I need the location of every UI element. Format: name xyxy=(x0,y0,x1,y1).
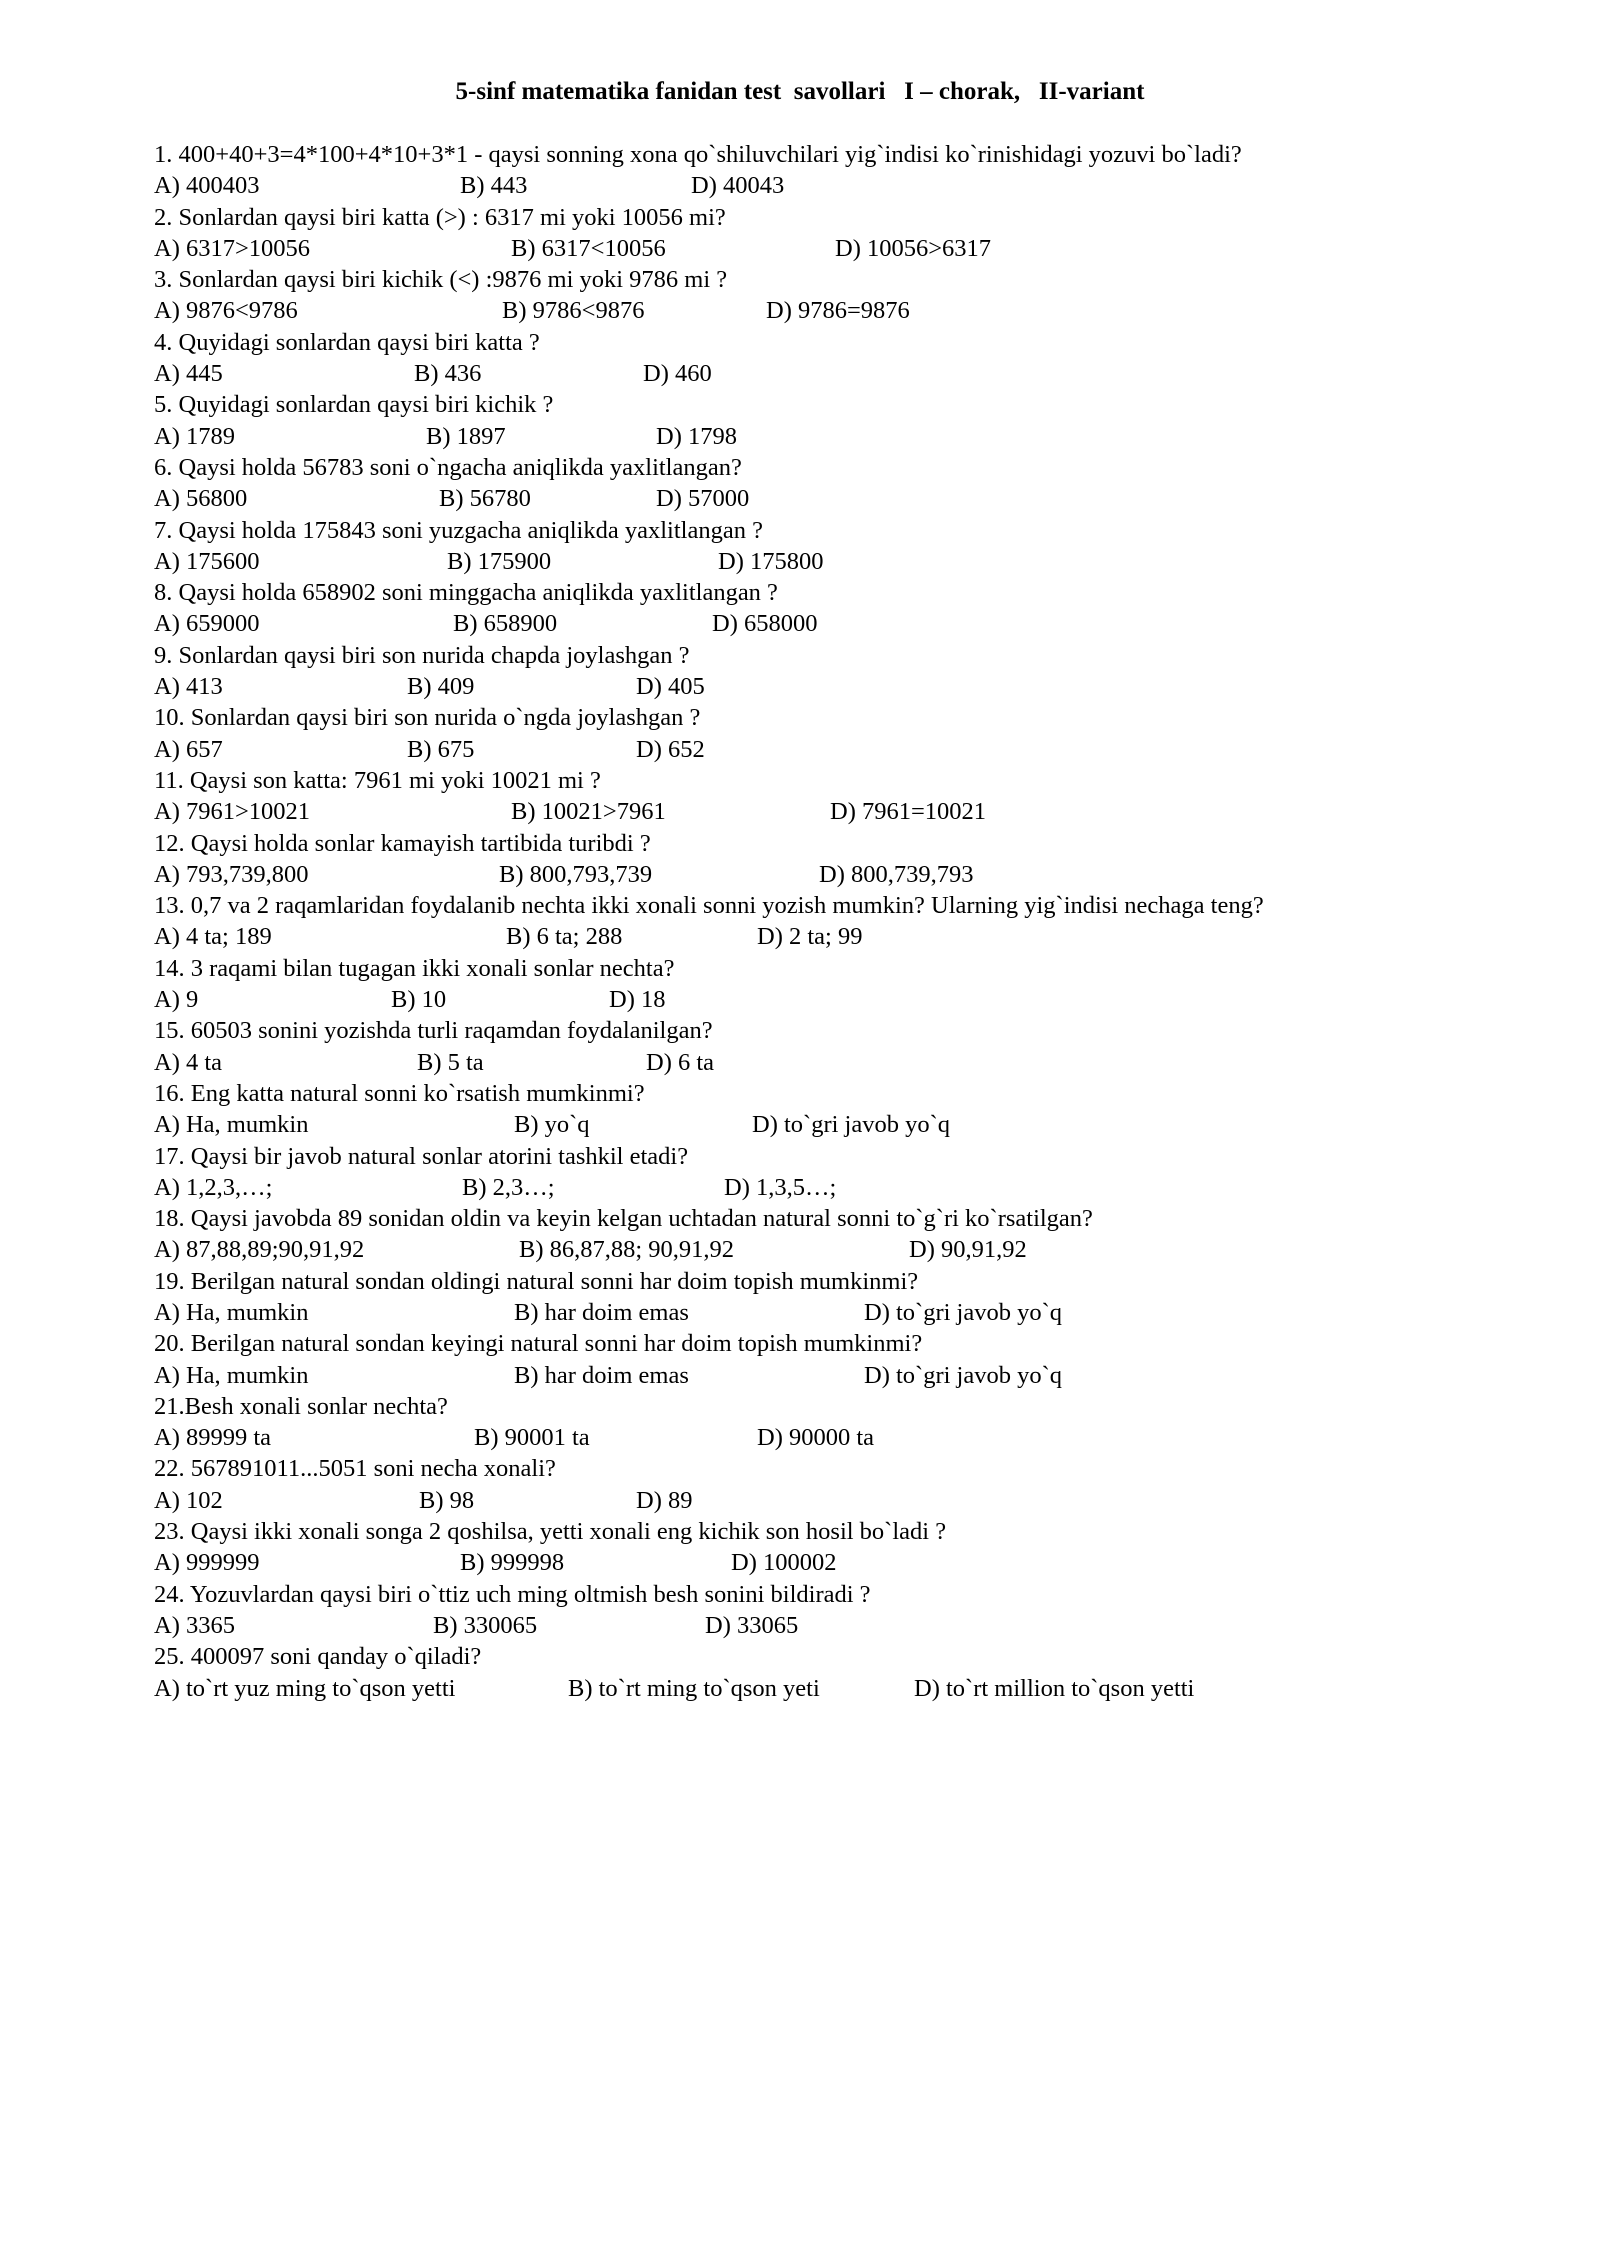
option-d: D) 57000 xyxy=(656,485,750,513)
option-b: B) 6317<10056 xyxy=(511,234,666,262)
option-b: B) 800,793,739 xyxy=(499,860,653,888)
question-item xyxy=(154,202,1574,265)
question-text: 14. 3 raqami bilan tugagan ikki xonali sonlar nechta? xyxy=(154,954,675,982)
option-d: D) 175800 xyxy=(718,547,824,575)
question-text: 8. Qaysi holda 658902 soni minggacha aniqlikda yaxlitlangan ? xyxy=(154,579,778,607)
option-a: A) 6317>10056 xyxy=(154,234,311,262)
option-b: B) 10 xyxy=(391,986,447,1014)
option-d: D) 405 xyxy=(636,673,705,701)
option-a: A) 7961>10021 xyxy=(154,798,311,826)
answer-options xyxy=(154,170,1574,201)
question-text: 2. Sonlardan qaysi biri katta (>) : 6317 mi yoki 10056 mi? xyxy=(154,203,726,231)
option-b: B) 98 xyxy=(419,1486,475,1514)
question-item xyxy=(154,577,1574,640)
question-item xyxy=(154,765,1574,828)
answer-options xyxy=(154,859,1574,890)
option-b: B) 999998 xyxy=(460,1549,565,1577)
question-text: 6. Qaysi holda 56783 soni o`ngacha aniqlikda yaxlitlangan? xyxy=(154,453,742,481)
question-list xyxy=(154,139,1574,1704)
option-b: B) 9786<9876 xyxy=(502,297,645,325)
option-d: D) 800,739,793 xyxy=(819,860,974,888)
question-text: 19. Berilgan natural sondan oldingi natural sonni har doim topish mumkinmi? xyxy=(154,1267,919,1295)
question-item xyxy=(154,1328,1574,1391)
option-d: D) 89 xyxy=(636,1486,693,1514)
question-item xyxy=(154,1141,1574,1204)
question-text: 15. 60503 sonini yozishda turli raqamdan foydalanilgan? xyxy=(154,1017,713,1045)
answer-options xyxy=(154,796,1574,827)
option-a: A) 1,2,3,…; xyxy=(154,1173,273,1201)
option-b: B) har doim emas xyxy=(514,1361,689,1389)
option-b: B) 436 xyxy=(414,360,482,388)
question-text: 12. Qaysi holda sonlar kamayish tartibida turibdi ? xyxy=(154,829,651,857)
option-b: B) 2,3…; xyxy=(462,1173,555,1201)
answer-options xyxy=(154,546,1574,577)
answer-options xyxy=(154,984,1574,1015)
answer-options xyxy=(154,1172,1574,1203)
question-item xyxy=(154,1453,1574,1516)
question-text: 9. Sonlardan qaysi biri son nurida chapda joylashgan ? xyxy=(154,641,690,669)
option-a: A) 659000 xyxy=(154,610,260,638)
question-text: 5. Quyidagi sonlardan qaysi biri kichik ? xyxy=(154,391,554,419)
option-a: A) 445 xyxy=(154,360,223,388)
answer-options xyxy=(154,1234,1574,1265)
option-a: A) 9 xyxy=(154,986,199,1014)
answer-options xyxy=(154,671,1574,702)
question-item xyxy=(154,1516,1574,1579)
option-d: D) 90,91,92 xyxy=(909,1236,1027,1264)
question-item xyxy=(154,327,1574,390)
answer-options xyxy=(154,421,1574,452)
option-b: B) 175900 xyxy=(447,547,552,575)
option-a: A) 999999 xyxy=(154,1549,260,1577)
option-a: A) to`rt yuz ming to`qson yetti xyxy=(154,1674,456,1702)
option-d: D) 6 ta xyxy=(646,1048,715,1076)
answer-options xyxy=(154,1422,1574,1453)
option-a: A) 87,88,89;90,91,92 xyxy=(154,1236,365,1264)
answer-options xyxy=(154,1109,1574,1140)
question-item xyxy=(154,139,1574,202)
option-b: B) 90001 ta xyxy=(474,1424,590,1452)
option-d: D) 40043 xyxy=(691,172,785,200)
question-text: 11. Qaysi son katta: 7961 mi yoki 10021 mi ? xyxy=(154,766,601,794)
option-a: A) 657 xyxy=(154,735,223,763)
option-a: A) 413 xyxy=(154,673,223,701)
option-b: B) 675 xyxy=(407,735,475,763)
question-item xyxy=(154,264,1574,327)
answer-options xyxy=(154,734,1574,765)
answer-options xyxy=(154,608,1574,639)
answer-options xyxy=(154,1673,1574,1704)
question-item xyxy=(154,515,1574,578)
option-a: A) 3365 xyxy=(154,1611,235,1639)
option-a: A) 793,739,800 xyxy=(154,860,309,888)
question-item xyxy=(154,953,1574,1016)
option-b: B) 409 xyxy=(407,673,475,701)
question-text: 20. Berilgan natural sondan keyingi natural sonni har doim topish mumkinmi? xyxy=(154,1330,923,1358)
question-text: 25. 400097 soni qanday o`qiladi? xyxy=(154,1643,482,1671)
answer-options xyxy=(154,483,1574,514)
question-text: 7. Qaysi holda 175843 soni yuzgacha aniqlikda yaxlitlangan ? xyxy=(154,516,763,544)
question-item xyxy=(154,452,1574,515)
option-d: D) 460 xyxy=(643,360,712,388)
answer-options xyxy=(154,1485,1574,1516)
question-item xyxy=(154,1203,1574,1266)
option-d: D) 652 xyxy=(636,735,705,763)
question-text: 18. Qaysi javobda 89 sonidan oldin va keyin kelgan uchtadan natural sonni to`g`ri ko`rsatilgan? xyxy=(154,1205,1093,1233)
option-d: D) 100002 xyxy=(731,1549,837,1577)
option-a: A) 56800 xyxy=(154,485,248,513)
question-text: 3. Sonlardan qaysi biri kichik (<) :9876 mi yoki 9786 mi ? xyxy=(154,266,728,294)
question-item xyxy=(154,389,1574,452)
option-b: B) to`rt ming to`qson yeti xyxy=(568,1674,820,1702)
option-a: A) 4 ta; 189 xyxy=(154,923,272,951)
answer-options xyxy=(154,295,1574,326)
question-text: 10. Sonlardan qaysi biri son nurida o`ngda joylashgan ? xyxy=(154,704,701,732)
answer-options xyxy=(154,1297,1574,1328)
answer-options xyxy=(154,1047,1574,1078)
answer-options xyxy=(154,921,1574,952)
option-d: D) to`rt million to`qson yetti xyxy=(914,1674,1195,1702)
question-text: 17. Qaysi bir javob natural sonlar atorini tashkil etadi? xyxy=(154,1142,689,1170)
answer-options xyxy=(154,1610,1574,1641)
question-item xyxy=(154,640,1574,703)
answer-options xyxy=(154,358,1574,389)
option-d: D) to`gri javob yo`q xyxy=(864,1298,1062,1326)
question-item xyxy=(154,890,1574,953)
question-text: 24. Yozuvlardan qaysi biri o`ttiz uch ming oltmish besh sonini bildiradi ? xyxy=(154,1580,871,1608)
option-d: D) 90000 ta xyxy=(757,1424,875,1452)
option-b: B) 5 ta xyxy=(417,1048,484,1076)
option-b: B) yo`q xyxy=(514,1111,590,1139)
answer-options xyxy=(154,1360,1574,1391)
option-d: D) 1798 xyxy=(656,422,737,450)
option-a: A) 400403 xyxy=(154,172,260,200)
question-text: 23. Qaysi ikki xonali songa 2 qoshilsa, yetti xonali eng kichik son hosil bo`ladi ? xyxy=(154,1518,947,1546)
question-item xyxy=(154,1015,1574,1078)
option-d: D) 2 ta; 99 xyxy=(757,923,863,951)
option-d: D) 33065 xyxy=(705,1611,799,1639)
option-d: D) 9786=9876 xyxy=(766,297,910,325)
option-b: B) 330065 xyxy=(433,1611,538,1639)
question-item xyxy=(154,1391,1574,1454)
option-a: A) 89999 ta xyxy=(154,1424,272,1452)
option-d: D) 18 xyxy=(609,986,666,1014)
option-b: B) 6 ta; 288 xyxy=(506,923,623,951)
page-title: 5-sinf matematika fanidan test savollari I – chorak, II-variant xyxy=(455,78,1145,105)
option-d: D) 1,3,5…; xyxy=(724,1173,837,1201)
question-text: 16. Eng katta natural sonni ko`rsatish mumkinmi? xyxy=(154,1079,645,1107)
question-item xyxy=(154,1266,1574,1329)
option-a: A) 175600 xyxy=(154,547,260,575)
question-item xyxy=(154,828,1574,891)
question-text: 13. 0,7 va 2 raqamlaridan foydalanib nechta ikki xonali sonni yozish mumkin? Ularning yig`indisi nechaga teng? xyxy=(154,892,1264,920)
option-a: A) 102 xyxy=(154,1486,223,1514)
option-b: B) 1897 xyxy=(426,422,506,450)
question-item xyxy=(154,702,1574,765)
answer-options xyxy=(154,1547,1574,1578)
question-text: 1. 400+40+3=4*100+4*10+3*1 - qaysi sonning xona qo`shiluvchilari yig`indisi ko`rinishidagi yozuvi bo`ladi? xyxy=(154,141,1242,168)
option-d: D) to`gri javob yo`q xyxy=(864,1361,1062,1389)
option-b: B) 10021>7961 xyxy=(511,798,666,826)
option-b: B) har doim emas xyxy=(514,1298,689,1326)
option-a: A) Ha, mumkin xyxy=(154,1111,309,1139)
question-item xyxy=(154,1078,1574,1141)
option-a: A) Ha, mumkin xyxy=(154,1298,309,1326)
option-b: B) 658900 xyxy=(453,610,558,638)
option-b: B) 443 xyxy=(460,172,528,200)
option-d: D) 7961=10021 xyxy=(830,798,987,826)
option-a: A) 9876<9786 xyxy=(154,297,298,325)
option-d: D) 10056>6317 xyxy=(835,234,992,262)
question-item xyxy=(154,1641,1574,1704)
option-a: A) 1789 xyxy=(154,422,235,450)
question-text: 4. Quyidagi sonlardan qaysi biri katta ? xyxy=(154,328,540,356)
option-b: B) 56780 xyxy=(439,485,531,513)
option-b: B) 86,87,88; 90,91,92 xyxy=(519,1236,735,1264)
option-a: A) 4 ta xyxy=(154,1048,223,1076)
question-text: 21.Besh xonali sonlar nechta? xyxy=(154,1392,448,1420)
question-text: 22. 567891011...5051 soni necha xonali? xyxy=(154,1455,556,1483)
option-a: A) Ha, mumkin xyxy=(154,1361,309,1389)
answer-options xyxy=(154,233,1574,264)
option-d: D) 658000 xyxy=(712,610,818,638)
option-d: D) to`gri javob yo`q xyxy=(752,1111,950,1139)
question-item xyxy=(154,1579,1574,1642)
